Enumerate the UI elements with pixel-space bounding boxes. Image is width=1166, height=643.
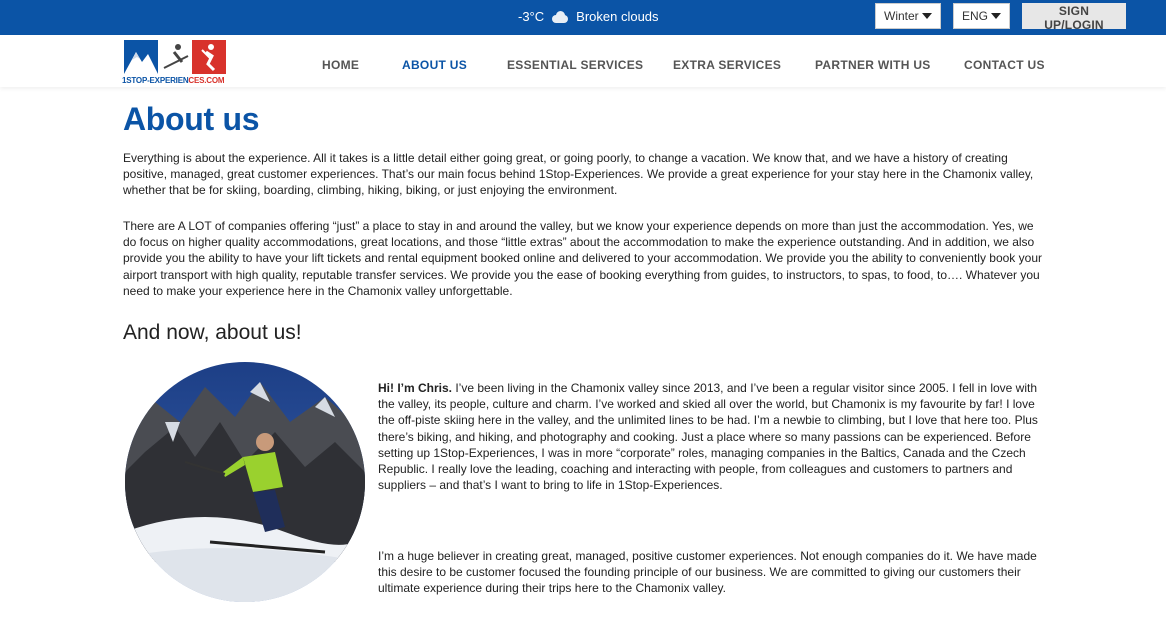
season-select[interactable] — [875, 3, 941, 29]
season-select-value: Winter — [884, 9, 919, 23]
bio-paragraph-1 — [378, 380, 1043, 493]
nav-extra-services[interactable]: EXTRA SERVICES — [673, 58, 782, 72]
chevron-down-icon — [922, 13, 932, 19]
nav-contact-us[interactable]: CONTACT US — [964, 58, 1045, 72]
cloud-icon — [550, 11, 570, 23]
logo-text-part2: CES.COM — [188, 76, 225, 85]
language-select[interactable] — [953, 3, 1010, 29]
bio-text: I’ve been living in the Chamonix valley since 2013, and I’ve been a regular visitor since 2005. I fell in love with the valley, its people, culture and charm. I’ve worked and skied all over the world, but Chamonix is my favourite by far! I love the off-piste skiing here in the valley, and the unlimited lines to be had. I’m a newbie to climbing, but I love that here too. Plus there’s biking, and hiking, and photography and cooking. Just a place where so many passions can be experienced. Before setting up 1Stop-Experiences, I was in more “corporate” roles, managing companies in the Baltics, Canada and the Czech Republic. I really love the leading, coaching and interacting with people, from colleagues and customers to partners and suppliers – and that’s I want to bring to life in 1Stop-Experiences. — [378, 381, 1038, 493]
language-select-value: ENG — [962, 9, 989, 23]
intro-paragraph-2: There are A LOT of companies offering “just” a place to stay in and around the valley, but we know your experience depends on more than just the accommodation. Yes, we do focus on higher quality accommodations, great locations, and those “little extras” about the accommodation to make the experience outstanding. And in addition, we also provide you the ability to have your lift tickets and rental equipment booked online and delivered to your accommodation. We provide you the ability to conveniently book your airport transport with high quality, reputable transfer services. We provide you the ease of booking everything from guides, to instructors, to spas, to food, to…. Whatever you need to make your experience here in the Chamonix valley unforgettable. — [123, 219, 1042, 298]
logo-text — [122, 76, 224, 85]
site-logo[interactable] — [122, 38, 232, 86]
logo-icon — [122, 38, 232, 78]
top-bar — [0, 0, 1166, 35]
weather-text: Broken clouds — [576, 9, 659, 24]
bio-intro: Hi! I’m Chris. — [378, 381, 453, 395]
main-content — [123, 87, 1043, 344]
profile-photo — [125, 362, 365, 602]
nav-partner-with-us[interactable]: PARTNER WITH US — [815, 58, 931, 72]
logo-text-part1: 1STOP-EXPERIEN — [122, 76, 189, 85]
nav-home[interactable]: HOME — [322, 58, 360, 72]
nav-about-us[interactable]: ABOUT US — [402, 58, 468, 72]
temperature: -3°C — [518, 9, 545, 24]
intro-paragraph-1: Everything is about the experience. All it takes is a little detail either going great, or going poorly, to change a vacation. We know that, and we have a history of creating positive, managed, great customer experiences. That’s our main focus behind 1Stop-Experiences. We provide a great experience for your stay here in the Chamonix valley, whether that be for skiing, boarding, climbing, hiking, biking, or just enjoying the environment. — [123, 151, 1034, 198]
nav-essential-services[interactable]: ESSENTIAL SERVICES — [507, 58, 644, 72]
main-navbar — [0, 35, 1166, 87]
skier-photo-icon — [125, 362, 365, 602]
chevron-down-icon — [991, 13, 1001, 19]
section-subtitle: And now, about us! — [123, 321, 302, 344]
bio-paragraph-2: I’m a huge believer in creating great, managed, positive customer experiences. Not enough companies do it. We have made this desire to be customer focused the founding principle of our business. We are committed to giving our customers their ultimate experience during their trips here to the Chamonix valley. — [378, 549, 1037, 596]
page-title: About us — [123, 101, 260, 137]
weather-widget — [518, 9, 659, 24]
signup-login-button[interactable]: SIGN UP/LOGIN — [1022, 3, 1126, 29]
